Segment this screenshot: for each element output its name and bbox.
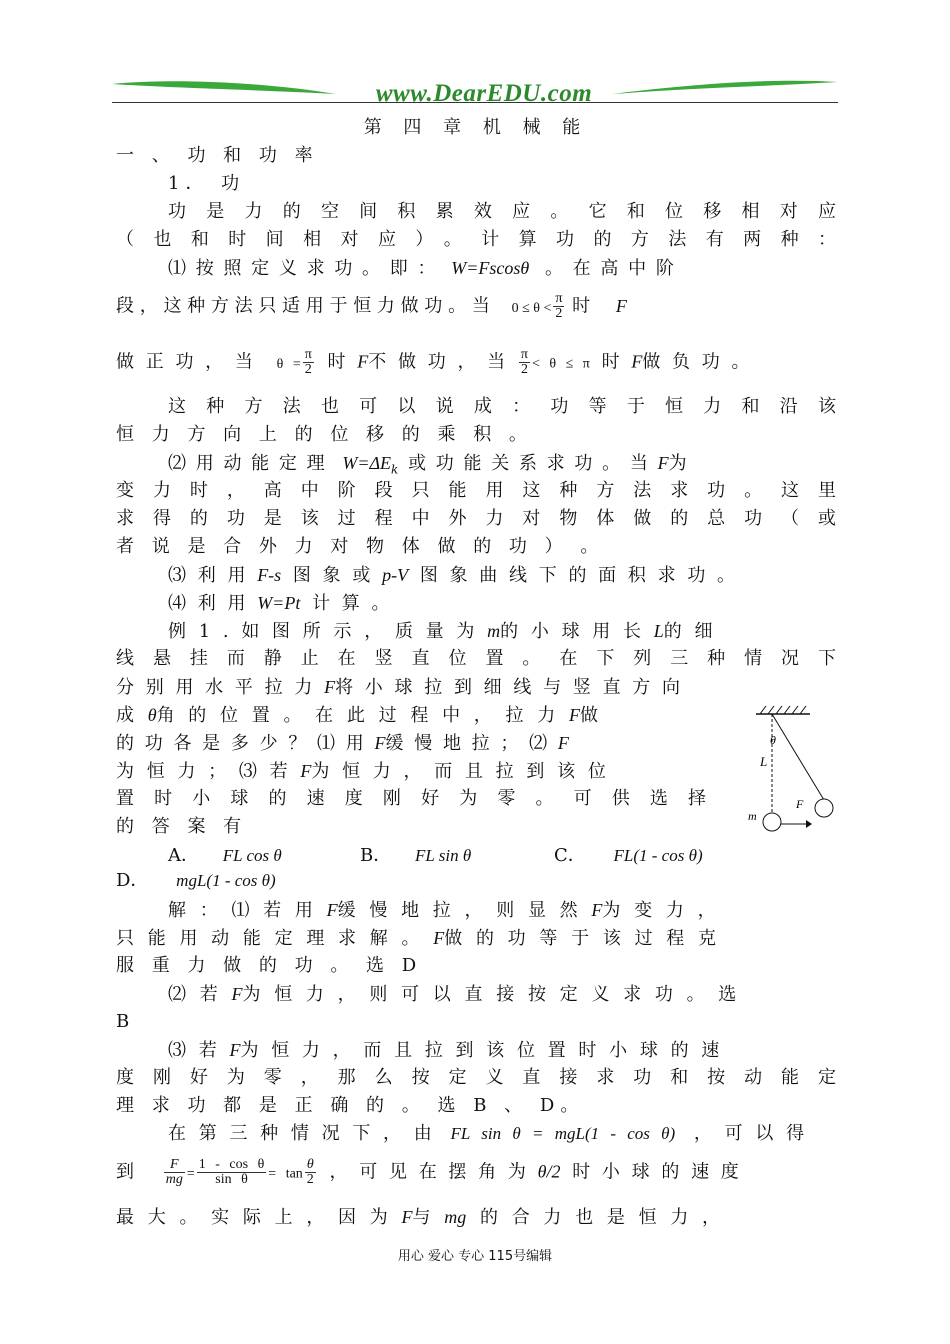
method-1-line-3 [116,348,836,377]
example-line [116,732,706,755]
text: 角 的 位 置 。 在 此 过 程 中 ， 拉 力 [156,705,556,726]
solution-line [168,1039,836,1062]
option-b [360,845,471,867]
solution-line [168,983,836,1006]
condition: < θ ≤ π [531,356,590,372]
text: ⑴ 按 照 定 义 求 功 。 即 ： [168,258,436,279]
text: ⑶ 若 [168,1040,217,1061]
formula: FL sin θ = mgL(1 - cos θ) [450,1124,676,1143]
paragraph-line: 功是力的空间积累效应。它和位移相对应 [168,201,836,222]
text: ， 可 见 在 摆 角 为 [329,1161,526,1183]
logo-text[interactable]: www.DearEDU.com [375,80,593,107]
text: 与 [412,1207,431,1228]
fraction-den: 2 [555,306,563,321]
string [772,714,824,800]
method-2-line [168,452,836,481]
option-formula: mgL(1 - cos θ) [176,871,276,890]
paragraph-line: 置时小球的速度刚好为零。可供选择 [116,788,706,809]
text: 时 [327,351,346,373]
var-F: F [615,295,627,316]
formula: W=Pt [257,593,301,613]
var-F: F [657,453,669,473]
conclusion-line [168,1123,836,1145]
text: 图 象 或 [292,565,371,586]
fraction [303,348,314,377]
var-F: F [326,900,338,920]
text: 成 [116,705,134,726]
text: 的 合 力 也 是 恒 力 ， [479,1207,721,1228]
text: ⑵ 若 [168,984,218,1005]
var-F: F [300,761,312,781]
option-d [116,870,276,892]
var-F: F [591,900,603,920]
var-mg: mg [444,1207,467,1227]
fraction [164,1158,185,1187]
paragraph-line: 恒 力 方 向 上 的 位 移 的 乘 积 。 [116,424,533,445]
text: 缓 慢 地 拉 ， 则 显 然 [337,900,578,921]
var-F: F [401,1207,413,1227]
var-L: L [653,621,664,641]
text: 做 [579,705,598,726]
text: 段 ， 这 种 方 法 只 适 用 于 恒 力 做 功 。 当 [116,295,490,317]
condition: 0 ≤ θ < [511,300,552,316]
text: 的 细 [663,621,713,642]
fraction [305,1158,316,1187]
fraction-num: θ [305,1158,316,1173]
example-line [116,676,836,699]
text: 不 做 功 ， 当 [368,351,506,373]
fraction-den: 2 [520,362,528,377]
L-label: L [760,754,768,769]
page-footer: 用心 爱心 专心 115号编辑 [397,1249,553,1264]
text: 为 恒 力 ， 而 且 拉 到 该 位 置 时 小 球 的 速 [240,1040,720,1061]
pendulum-figure [740,700,840,840]
text: ， 可 以 得 [693,1123,805,1144]
ball-initial [763,813,781,831]
paragraph-line: 度刚好为零，那么按定义直接求功和按动能定 [116,1067,836,1088]
method-1-line-2 [116,292,836,321]
option-label: B． [360,845,392,866]
paragraph-line: 理 求 功 都 是 正 确 的 。 选 B 、 D。 [116,1095,585,1116]
solution-line [168,899,836,922]
method-4-line [168,592,836,615]
paragraph-line: B [116,1011,130,1032]
fraction-num: π [304,347,312,362]
formula: W=ΔE [342,453,392,473]
text: 为 变 力 ， [602,900,716,921]
fraction-den: 2 [306,1172,314,1187]
fraction-num: 1 - cos θ [198,1157,265,1172]
fraction-num: F [164,1158,185,1173]
text: 时 [601,351,620,373]
formula: F-s [257,565,282,585]
text: 例 1 . 如 图 所 示 ， 质 量 为 [168,621,475,642]
var-m: m [487,621,501,641]
text: 为 恒 力 ， 则 可 以 直 接 按 定 义 求 功 。 选 [242,984,737,1005]
ball-final [815,799,833,817]
text: ⑵ 用 动 能 定 理 [168,453,325,474]
header-logo [112,76,838,108]
example-line [168,620,836,643]
var-F: F [557,733,569,753]
condition: θ = [276,356,301,372]
text: 为 恒 力 ； ⑶ 若 [116,761,288,782]
fraction-den: mg [165,1172,183,1187]
text: 做 正 功 ， 当 [116,351,253,373]
option-formula: FL(1 - cos θ) [613,846,703,865]
text: 的 功 各 是 多 少 ？ ⑴ 用 [116,733,364,754]
text: 做 负 功 。 [642,351,750,373]
var-F: F [231,984,243,1004]
arrow-head [806,820,812,828]
text: ⑶ 利 用 [168,565,246,586]
option-a [168,845,282,867]
text: 到 [116,1161,134,1183]
option-label: A． [168,845,199,866]
m-label: m [748,809,757,823]
paragraph-line: （也和时间相对应）。计算功的方法有两种： [116,229,836,250]
formula: W=Fscosθ [451,258,530,278]
solution-line [116,927,836,950]
option-label: C． [554,845,586,866]
fraction-den: 2 [304,362,312,377]
var-F: F [324,677,336,697]
var-F: F [374,733,386,753]
tan: = tan [268,1166,303,1182]
var-F: F [631,351,643,372]
var-F: F [229,1040,241,1060]
fraction-num: π [520,347,528,362]
formula: p-V [382,565,409,585]
text: 解 ： ⑴ 若 用 [168,900,313,921]
text: 的 小 球 用 长 [500,621,642,642]
method-3-line [168,564,836,587]
chapter-title: 第 四 章 机 械 能 [363,117,589,138]
conclusion-line [116,1158,836,1187]
formula-sub: k [391,462,399,477]
var-theta: θ [147,705,157,725]
paragraph-line: 这种方法也可以说成：功等于恒力和沿该 [168,396,836,417]
fraction [553,292,564,321]
text: 最 大 。 实 际 上 ， 因 为 [116,1207,388,1228]
equals: = [186,1166,195,1182]
example-line [116,760,706,783]
header-rule [112,102,838,103]
text: 在 第 三 种 情 况 下 ， 由 [168,1123,432,1144]
paragraph-line: 线悬挂而静止在竖直位置。在下列三种情况下 [116,648,836,669]
formula: θ/2 [537,1161,561,1182]
text: 将 小 球 拉 到 细 线 与 竖 直 方 向 [335,677,681,698]
example-line [116,704,706,727]
fraction [519,348,530,377]
fraction-num: π [555,291,563,306]
var-F: F [433,928,445,948]
var-F: F [357,351,369,372]
text: 时 [572,295,591,317]
option-formula: FL sin θ [414,846,472,865]
var-F: F [568,705,580,725]
option-c [554,845,703,867]
text: 为 [668,453,687,474]
F-label: F [796,797,804,811]
subsection-heading: 1． 功 [168,173,246,194]
paragraph-line: 服 重 力 做 的 功 。 选 D [116,955,423,976]
text: ⑷ 利 用 [168,593,246,614]
fraction [197,1158,267,1187]
method-1-line [168,257,836,280]
option-label: D． [116,870,149,891]
text: 图 象 曲 线 下 的 面 积 求 功 。 [419,565,736,586]
text: 做 的 功 等 于 该 过 程 克 [444,928,717,949]
conclusion-line [116,1206,836,1229]
text: 时 小 球 的 速 度 [572,1161,739,1183]
theta-label: θ [770,733,776,747]
paragraph-line: 变力时，高中阶段只能用这种方法求功。这里 [116,480,836,501]
text: 计 算 。 [312,593,390,614]
text: 或 功 能 关 系 求 功 。 当 [408,453,648,474]
text: 只 能 用 动 能 定 理 求 解 。 [116,928,420,949]
paragraph-line: 的 答 案 有 [116,816,248,837]
text: 。 在 高 中 阶 [544,258,674,279]
text: 缓 慢 地 拉 ； ⑵ [385,733,548,754]
text: 分 别 用 水 平 拉 力 [116,677,313,698]
paragraph-line: 求得的功是该过程中外力对物体做的总功（或 [116,508,836,529]
text: 为 恒 力 ， 而 且 拉 到 该 位 [311,761,606,782]
option-formula: FL cos θ [222,846,282,865]
paragraph-line: 者 说 是 合 外 力 对 物 体 做 的 功 ） 。 [116,536,605,557]
section-heading: 一 、 功 和 功 率 [116,145,319,166]
fraction-den: sin θ [215,1172,248,1187]
